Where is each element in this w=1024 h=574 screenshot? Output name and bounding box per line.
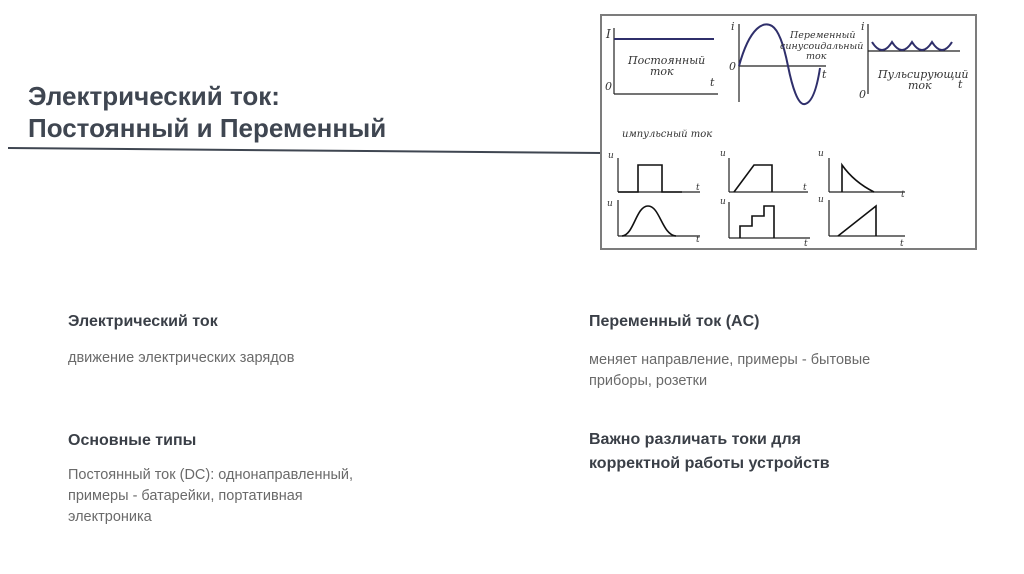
ac-axis-y: i	[731, 20, 735, 33]
important-note-line1: Важно различать токи для	[589, 431, 801, 448]
impulse-bell	[607, 199, 700, 245]
dc-label-line2: ток	[650, 65, 674, 78]
impulse-trap-axis-u: u	[720, 149, 726, 159]
electric-current-heading: Электрический ток	[68, 313, 218, 330]
main-types-heading: Основные типы	[68, 432, 197, 449]
dc-axis-x: t	[710, 76, 715, 89]
impulse-rectangular	[608, 151, 700, 193]
impulse-rect-axis-t: t	[696, 183, 700, 193]
impulse-decaying	[818, 149, 905, 200]
impulse-sawtooth	[818, 195, 905, 249]
important-note-line2: корректной работы устройств	[589, 455, 830, 472]
ac-label-line1: Переменный	[790, 30, 856, 41]
main-types-text-line2: примеры - батарейки, портативная	[68, 488, 303, 504]
slide-title-line1: Электрический ток:	[28, 81, 280, 111]
impulse-decay-axis-u: u	[818, 149, 824, 159]
ac-axis-x: t	[822, 68, 827, 81]
current-types-diagram	[602, 16, 977, 250]
ac-heading: Переменный ток (AC)	[589, 313, 760, 330]
impulse-trapezoid	[720, 149, 808, 193]
pulsating-panel	[859, 20, 969, 101]
impulse-label: импульсный ток	[622, 129, 713, 140]
pulsating-origin: 0	[859, 88, 866, 101]
left-column	[68, 310, 428, 528]
impulse-decay-axis-t: t	[901, 190, 905, 200]
pulsating-label-line2: ток	[908, 79, 932, 92]
ac-text-line2: приборы, розетки	[589, 373, 708, 389]
electric-current-text: движение электрических зарядов	[68, 350, 295, 366]
ac-origin: 0	[729, 60, 736, 73]
title-rule	[0, 0, 610, 160]
main-types-text-line3: электроника	[68, 509, 152, 525]
main-types-text	[68, 465, 428, 528]
impulse-trap-axis-t: t	[803, 183, 807, 193]
impulse-stair-axis-u: u	[720, 197, 726, 207]
pulsating-axis-y: i	[861, 20, 865, 33]
dc-panel	[605, 27, 718, 94]
impulse-stair-axis-t: t	[804, 239, 808, 249]
current-types-figure	[600, 14, 977, 250]
impulse-saw-axis-t: t	[900, 239, 904, 249]
important-note	[589, 428, 949, 476]
slide-title-line2: Постоянный и Переменный	[28, 113, 387, 143]
pulsating-label-line1: Пульсирующий	[878, 68, 969, 81]
ac-label-line2: синусоидальный	[780, 41, 864, 52]
impulse-staircase	[720, 197, 810, 249]
dc-origin: 0	[605, 80, 612, 93]
right-column	[589, 310, 949, 476]
ac-text-line1: меняет направление, примеры - бытовые	[589, 352, 871, 368]
ac-label-line3: ток	[806, 51, 827, 62]
pulsating-axis-x: t	[958, 78, 963, 91]
impulse-saw-axis-u: u	[818, 195, 824, 205]
ac-panel	[729, 20, 863, 104]
ac-text	[589, 350, 949, 392]
dc-axis-y: I	[606, 27, 611, 41]
main-types-text-line1: Постоянный ток (DC): однонаправленный,	[68, 467, 354, 483]
impulse-bell-axis-u: u	[607, 199, 613, 209]
impulse-bell-axis-t: t	[696, 235, 700, 245]
impulse-rect-axis-u: u	[608, 151, 614, 161]
dc-label-line1: Постоянный	[628, 54, 706, 67]
